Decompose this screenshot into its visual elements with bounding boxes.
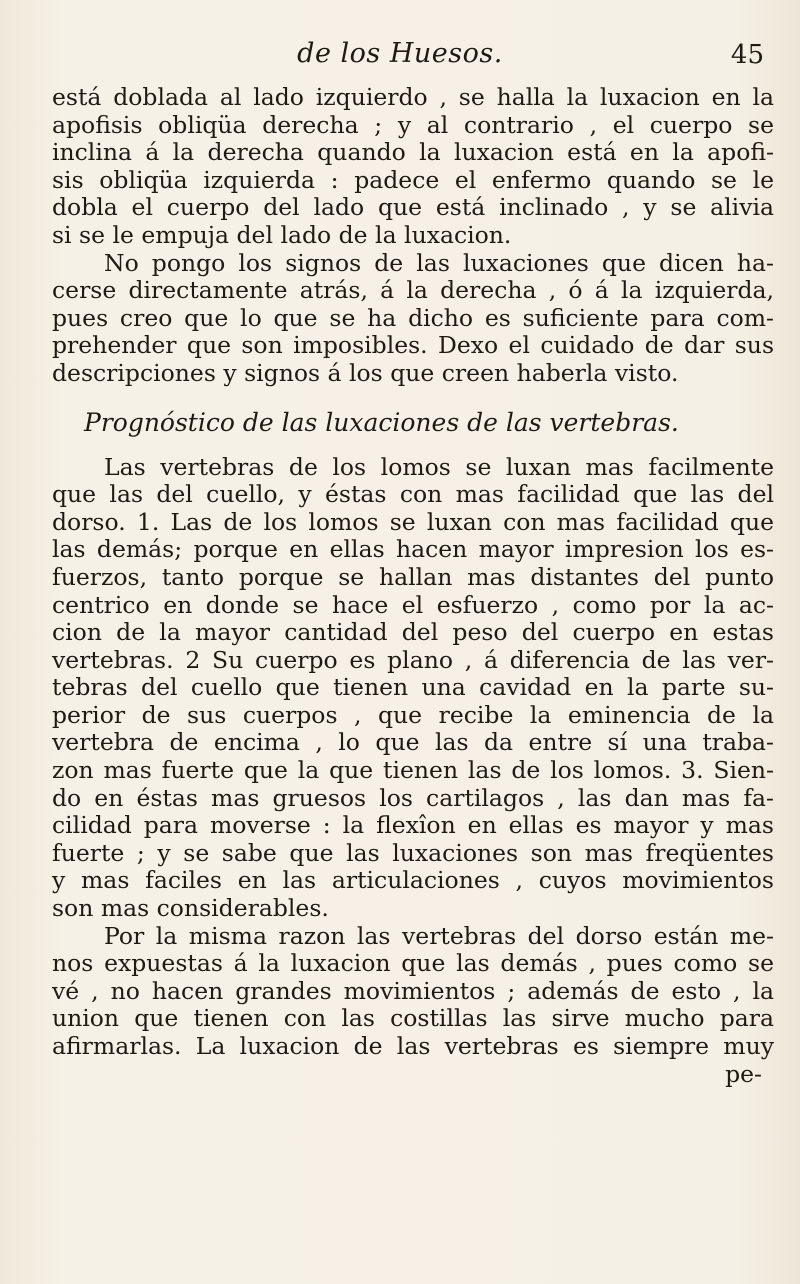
text-line: y mas faciles en las articulaciones , cuyos movimientos: [52, 866, 774, 895]
paragraph-4: [52, 923, 774, 1061]
text-line: Por la misma razon las vertebras del dorso están me-: [104, 921, 774, 950]
body-text: [52, 84, 774, 1088]
text-line: dorso. 1. Las de los lomos se luxan con mas facilidad que: [52, 507, 774, 536]
text-line: está doblada al lado izquierdo , se halla la luxacion en la: [52, 83, 774, 111]
text-line: vertebras. 2 Su cuerpo es plano , á diferencia de las ver-: [52, 645, 774, 674]
text-line: son mas considerables.: [52, 894, 329, 923]
text-line: do en éstas mas gruesos los cartilagos , las dan mas fa-: [52, 783, 774, 812]
text-line: fuerte ; y se sabe que las luxaciones son mas freqüentes: [52, 838, 774, 867]
text-line: dobla el cuerpo del lado que está inclinado , y se alivia: [52, 193, 774, 222]
text-line: cilidad para moverse : la flexîon en ellas es mayor y mas: [52, 811, 774, 840]
paragraph-2: [52, 250, 774, 388]
text-line: pues creo que lo que se ha dicho es suficiente para com-: [52, 303, 774, 332]
catchword: pe-: [725, 1059, 762, 1088]
running-head: [0, 38, 800, 78]
text-line: cerse directamente atrás, á la derecha , ó á la izquierda,: [52, 276, 774, 305]
text-line: cion de la mayor cantidad del peso del cuerpo en estas: [52, 618, 774, 647]
page-number: 45: [730, 40, 764, 70]
text-line: Las vertebras de los lomos se luxan mas facilmente: [104, 452, 774, 481]
text-line: nos expuestas á la luxacion que las demás , pues como se: [52, 949, 774, 978]
text-line: vé , no hacen grandes movimientos ; además de esto , la: [52, 976, 774, 1005]
paragraph-1: [52, 84, 774, 250]
text-line: sis obliqüa izquierda : padece el enfermo quando se le: [52, 165, 774, 194]
text-line: apofisis obliqüa derecha ; y al contrario , el cuerpo se: [52, 110, 774, 139]
running-title: de los Huesos.: [297, 38, 503, 69]
text-line: zon mas fuerte que la que tienen las de los lomos. 3. Sien-: [52, 756, 774, 785]
text-line: que las del cuello, y éstas con mas facilidad que las del: [52, 480, 774, 509]
text-line: descripciones y signos á los que creen haberla visto.: [52, 358, 679, 387]
paragraph-3: [52, 454, 774, 923]
section-heading: Prognóstico de las luxaciones de las vertebras.: [84, 407, 679, 437]
text-line: perior de sus cuerpos , que recibe la eminencia de la: [52, 700, 774, 729]
text-line: tebras del cuello que tienen una cavidad en la parte su-: [52, 673, 774, 702]
text-line: las demás; porque en ellas hacen mayor impresion los es-: [52, 535, 774, 564]
text-line: centrico en donde se hace el esfuerzo , como por la ac-: [52, 590, 774, 619]
text-line: vertebra de encima , lo que las da entre sí una traba-: [52, 728, 774, 757]
text-line: prehender que son imposibles. Dexo el cuidado de dar sus: [52, 331, 774, 360]
text-line: fuerzos, tanto porque se hallan mas distantes del punto: [52, 562, 774, 591]
text-line: afirmarlas. La luxacion de las vertebras es siempre muy: [52, 1032, 774, 1060]
text-line: No pongo los signos de las luxaciones que dicen ha-: [104, 248, 774, 277]
text-line: si se le empuja del lado de la luxacion.: [52, 220, 512, 249]
text-line: union que tienen con las costillas las sirve mucho para: [52, 1004, 774, 1033]
text-line: inclina á la derecha quando la luxacion está en la apofi-: [52, 138, 774, 167]
